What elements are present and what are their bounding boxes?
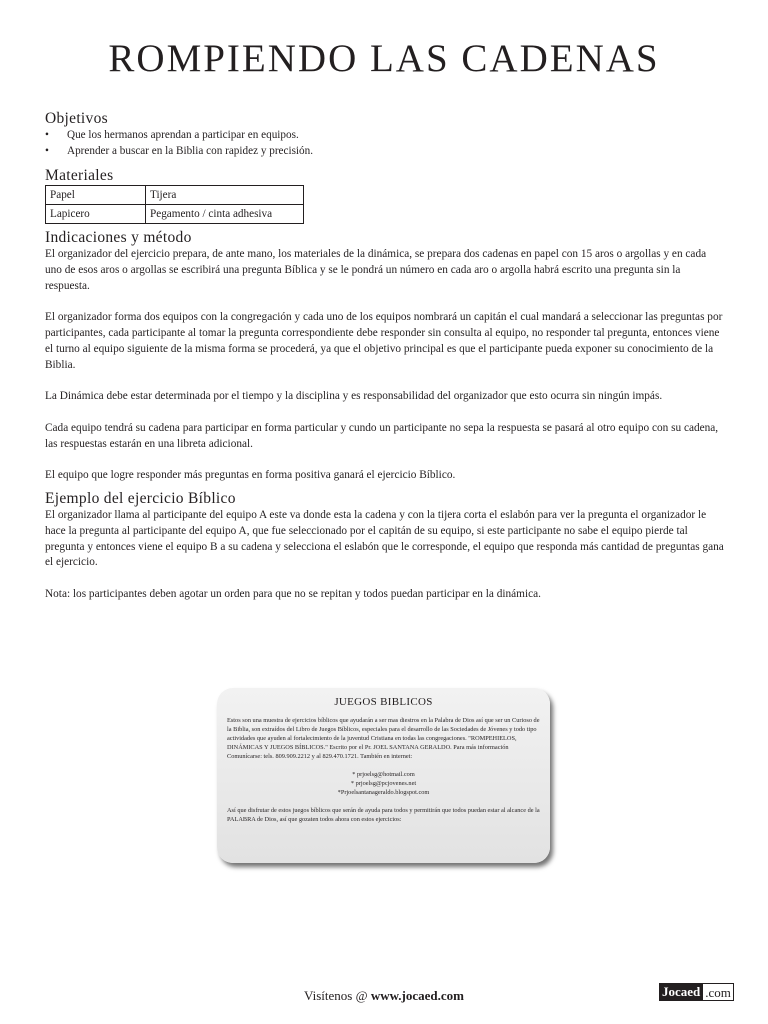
objetivos-list (45, 128, 725, 159)
indicaciones-heading: Indicaciones y método (45, 229, 192, 246)
list-item (45, 144, 725, 160)
footer-prefix: Visítenos @ (304, 988, 371, 1003)
objetivos-heading: Objetivos (45, 110, 108, 127)
paragraph: El organizador forma dos equipos con la congregación y cada uno de los equipos nombrará un capitán el cual mandará a seleccionar las preguntas por participantes, cada participante al tomar la pregunta correspondiente debe responder sin consulta al equipo, no responder tal pregunta, entonces viene el turno al equipo siguiente de la misma forma se procederá, ya que el objetivo principal es que el participante pueda exponer su conocimiento de la Biblia. (45, 311, 723, 371)
email-link[interactable]: * prjoelsg@hotmail.com (352, 771, 415, 778)
logo-part1: Jocaed (659, 983, 703, 1001)
note-paragraph: Nota: los participantes deben agotar un orden para que no se repitan y todos puedan participar en la dinámica. (45, 587, 541, 600)
ejemplo-heading: Ejemplo del ejercicio Bíblico (45, 489, 236, 507)
juegos-biblicos-box (217, 688, 550, 863)
table-cell: Pegamento / cinta adhesiva (146, 205, 304, 224)
paragraph: El equipo que logre responder más preguntas en forma positiva ganará el ejercicio Bíblico. (45, 469, 456, 482)
blog-link[interactable]: *Prjoelsantanageraldo.blogspot.com (337, 789, 430, 796)
email-link[interactable]: * prjoelsg@pcjovenes.net (350, 780, 417, 787)
table-row (46, 186, 304, 205)
table-cell: Tijera (146, 186, 304, 205)
bullet-icon: • (45, 144, 49, 157)
table-cell: Papel (46, 186, 146, 205)
page-title: ROMPIENDO LAS CADENAS (108, 37, 660, 80)
jocaed-logo (659, 983, 734, 1001)
footer (0, 988, 768, 1004)
materiales-heading: Materiales (45, 167, 114, 184)
objetivo-text: Que los hermanos aprendan a participar en equipos. (67, 129, 299, 141)
list-item (45, 128, 725, 144)
paragraph: La Dinámica debe estar determinada por el tiempo y la disciplina y es responsabilidad del organizador que esto ocurra sin ningún impás. (45, 390, 663, 403)
paragraph: Cada equipo tendrá su cadena para participar en forma particular y cundo un participante no sepa la respuesta se pasará al otro equipo con su cadena, las respuestas estarán en una libreta adicional. (45, 421, 719, 450)
objetivo-text: Aprender a buscar en la Biblia con rapidez y precisión. (67, 144, 314, 157)
logo-part2: .com (703, 983, 734, 1001)
table-cell: Lapicero (46, 205, 146, 224)
materiales-table (45, 185, 304, 224)
bullet-icon: • (45, 129, 49, 141)
box-closing: Así que disfrutar de estos juegos bíblicos que serán de ayuda para todos y permitirán que todos puedan estar al alcance de la PALABRA de Dios, así que gozaten todos ahora con estos ejercicios: (227, 807, 540, 823)
footer-site-link[interactable]: www.jocaed.com (370, 988, 464, 1003)
box-intro: Estos son una muestra de ejercicios bíblicos que ayudarán a ser mas diestros en la Palabra de Dios así que ser un Curioso de la Biblia, son extraídos del Libro de Juegos Bíblicos, especiales para el desarrollo de las Sociedades de Jóvenes y todo tipo actividades que ayuden al fortalecimiento de la juventud Cristiana en todas las congregaciones. "ROMPEHIELOS, DINÁMICAS Y JUEGOS BÍBLICOS." Escrito por el Pr. JOEL SANTANA GERALDO. Para más información Comunícarse: tels. 809.909.2212 y al 829.470.1721. También en internet: (227, 717, 540, 760)
paragraph: El organizador llama al participante del equipo A este va donde esta la cadena y con la tijera corta el eslabón para ver la pregunta el organizador le hace la pregunta al participante del equipo A, que fue seleccionado por el capitán de su equipo, si este participante no sabe el equipo pierde tal pregunta y entonces viene el equipo B a su cadena y selecciona el eslabón que le corresponde, el equipo que responda más cantidad de preguntas gana el ejercicio. (45, 508, 724, 569)
paragraph: El organizador del ejercicio prepara, de ante mano, los materiales de la dinámica, se prepara dos cadenas en papel con 15 aros o argollas y en cada uno de esos aros o argollas se escribirá una pregunta Bíblica y se le pondrá un número en cada aro o argolla habrá escrito una pregunta sin la respuesta. (45, 248, 707, 292)
box-title: JUEGOS BIBLICOS (334, 696, 433, 708)
table-row (46, 205, 304, 224)
document-body (45, 110, 725, 603)
